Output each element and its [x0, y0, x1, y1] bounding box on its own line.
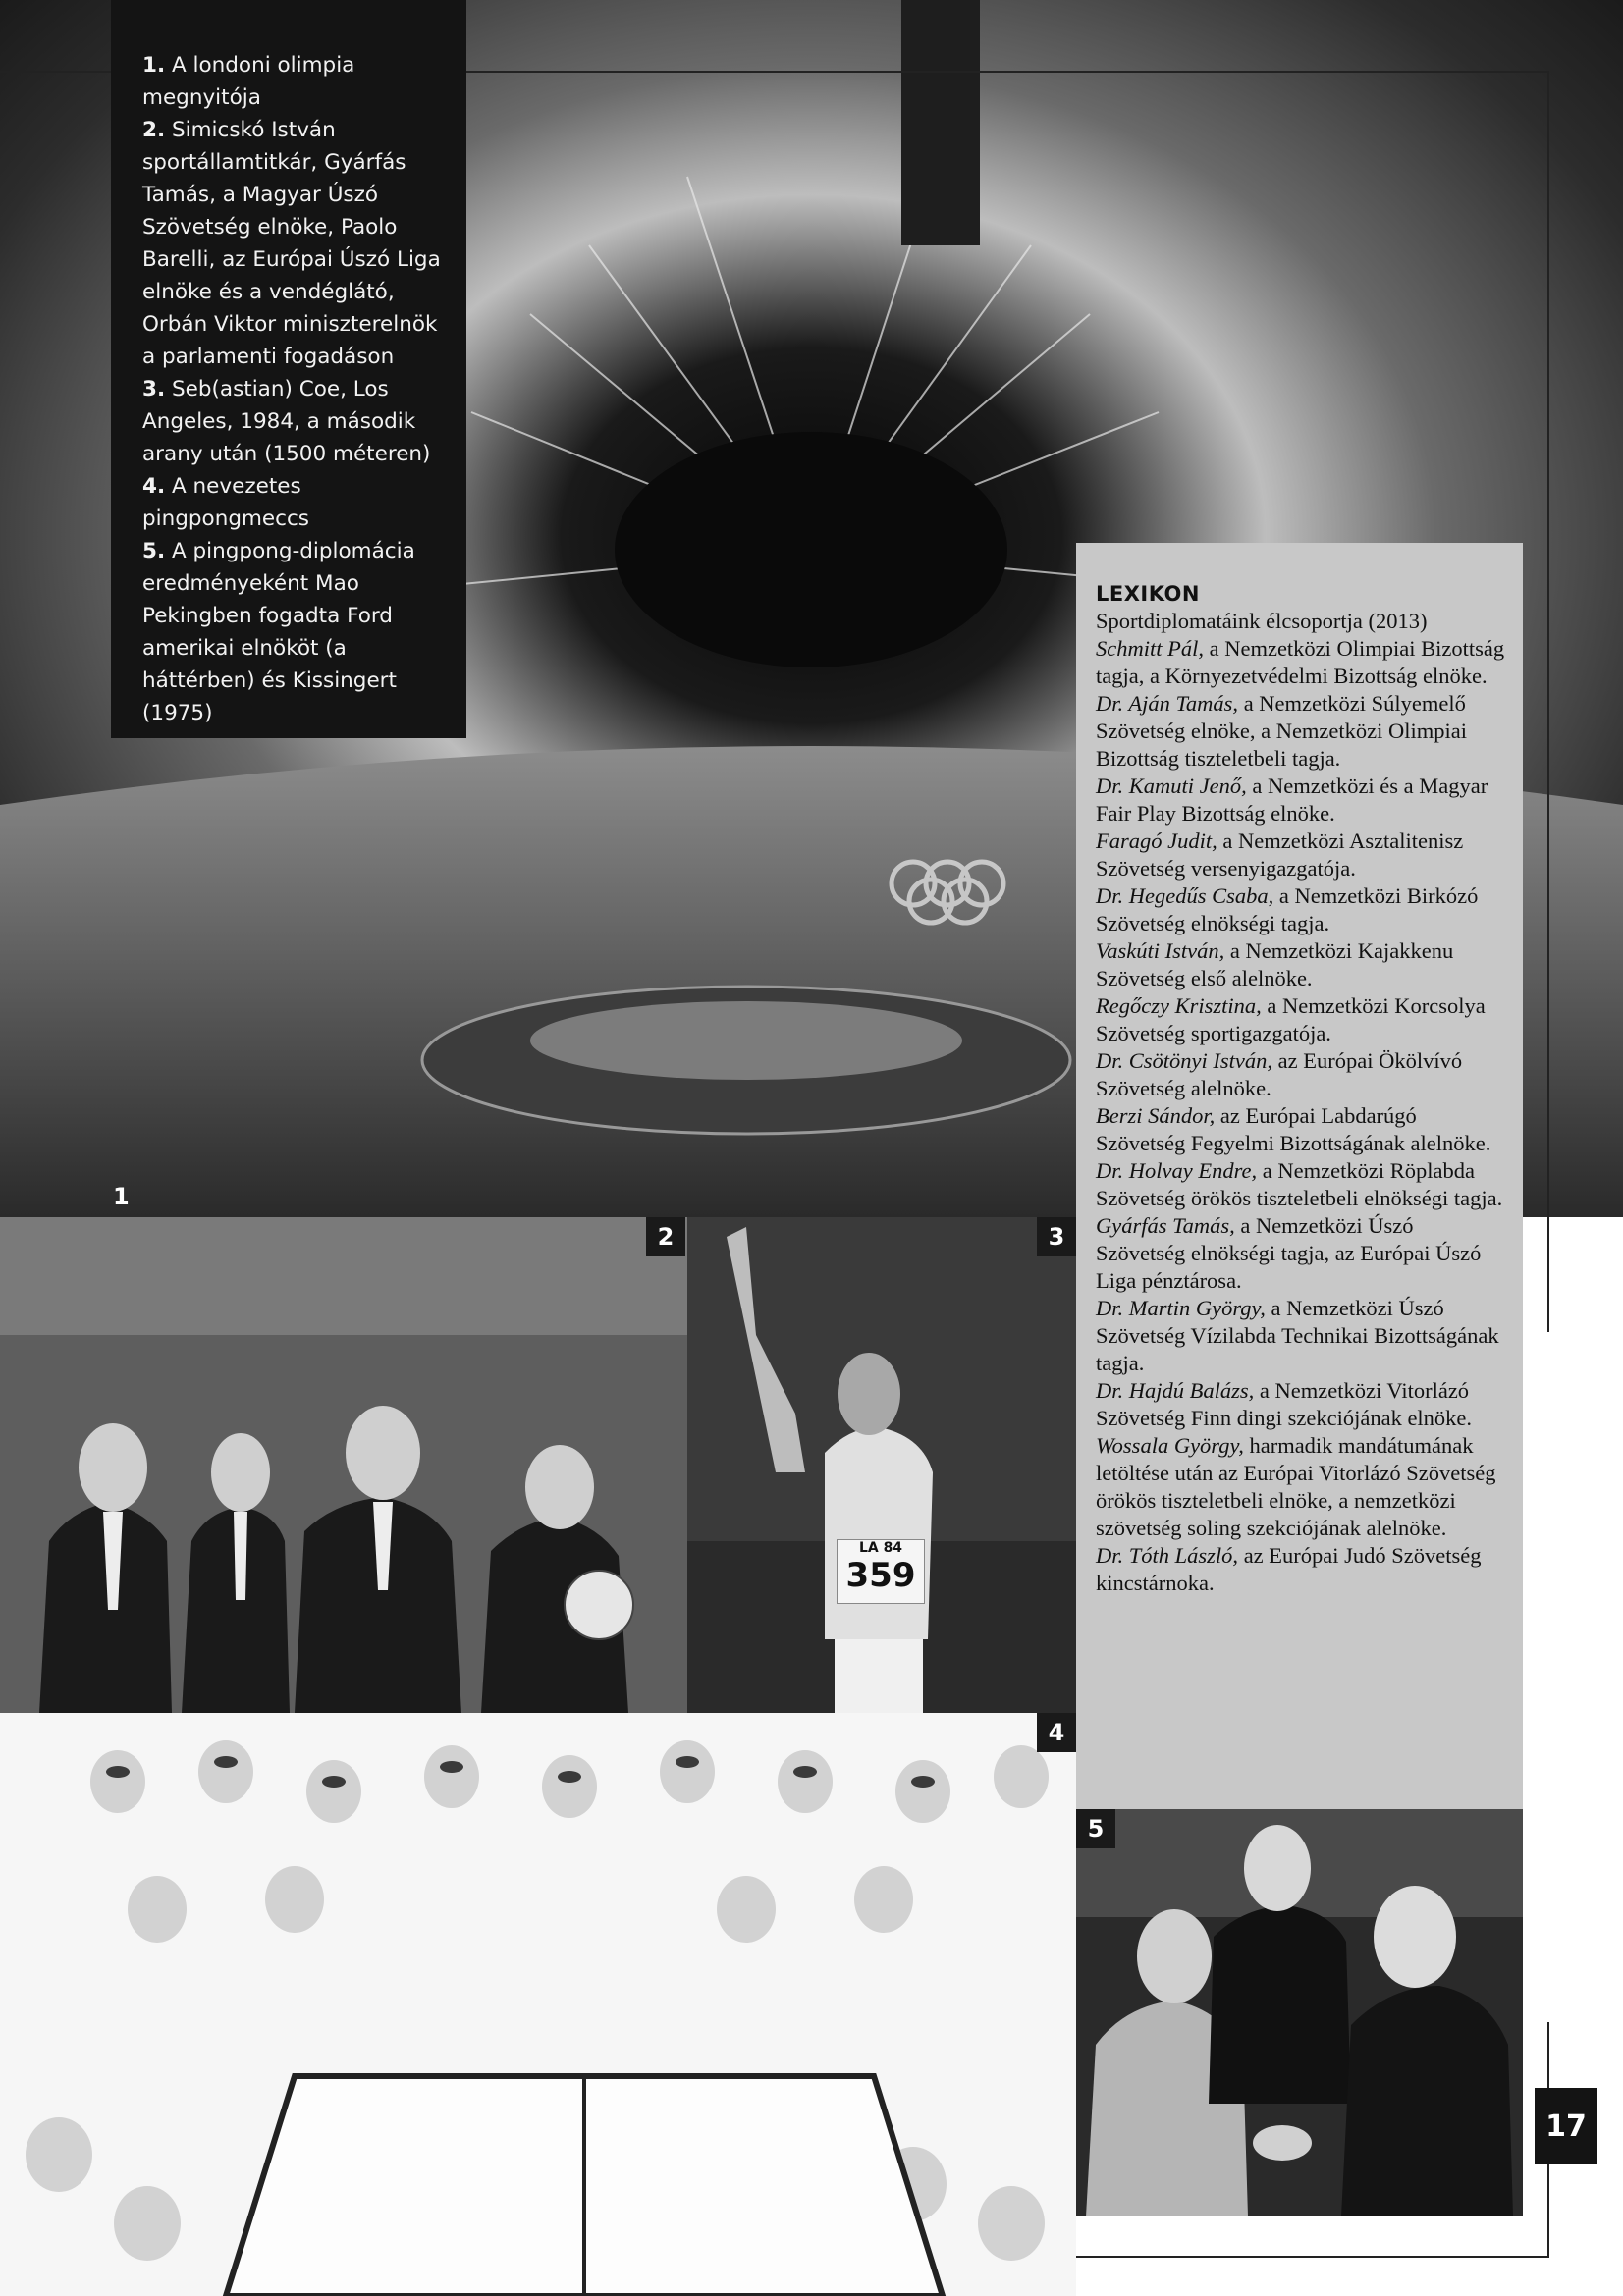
lexikon-entry: Dr. Tóth László, az Európai Judó Szövetség kincstárnoka.	[1096, 1543, 1482, 1595]
photo-number-1: 1	[113, 1183, 130, 1210]
photo-number-2: 2	[646, 1217, 685, 1256]
page-number: 17	[1535, 2088, 1597, 2164]
photo-sebastian-coe	[687, 1217, 1076, 1713]
photo-number-4: 4	[1037, 1713, 1076, 1752]
frame-line-bottom	[1076, 2256, 1549, 2258]
photo-mao-ford-kissinger	[1076, 1809, 1523, 2216]
lexikon-entry: Dr. Hajdú Balázs, a Nemzetközi Vitorlázó Szövetség Finn dingi szekciójának elnöke.	[1096, 1378, 1473, 1430]
caption-item: 2. Simicskó István sportállamtitkár, Gyárfás Tamás, a Magyar Úszó Szövetség elnöke, Paolo Barelli, az Európai Úszó Liga elnöke és a vendéglátó, Orbán Viktor miniszterelnök a parlamenti fogadáson	[142, 118, 441, 369]
bib-top-text: LA 84	[858, 1540, 903, 1556]
frame-line-right	[1547, 71, 1549, 1332]
lexikon-entry: Faragó Judit, a Nemzetközi Asztalitenisz Szövetség versenyigazgatója.	[1096, 828, 1464, 881]
caption-item: 3. Seb(astian) Coe, Los Angeles, 1984, a második arany után (1500 méteren)	[142, 377, 431, 466]
photo-pingpong-match	[0, 1713, 1076, 2296]
photo-number-3: 3	[1037, 1217, 1076, 1256]
lexikon-entry: Schmitt Pál, a Nemzetközi Olimpiai Bizottság tagja, a Környezetvédelmi Bizottság elnöke.	[1096, 636, 1505, 688]
caption-item: 1. A londoni olimpia megnyitója	[142, 53, 355, 110]
lexikon-entry: Dr. Aján Tamás, a Nemzetközi Súlyemelő Szövetség elnöke, a Nemzetközi Olimpiai Bizottság tiszteletbeli tagja.	[1096, 691, 1468, 771]
lexikon-entry: Dr. Holvay Endre, a Nemzetközi Röplabda Szövetség örökös tiszteletbeli elnökségi tagja.	[1096, 1158, 1503, 1210]
lexikon-entry: Dr. Kamuti Jenő, a Nemzetközi és a Magyar Fair Play Bizottság elnöke.	[1096, 774, 1488, 826]
photo-parliament-reception	[0, 1217, 687, 1713]
lexikon-entry: Dr. Martin György, a Nemzetközi Úszó Szövetség Vízilabda Technikai Bizottságának tagja.	[1096, 1296, 1499, 1375]
photo-number-5: 5	[1076, 1809, 1115, 1848]
lexikon-entry: Dr. Hegedűs Csaba, a Nemzetközi Birkózó Szövetség elnökségi tagja.	[1096, 883, 1479, 935]
lexikon-title: LEXIKON	[1096, 582, 1200, 606]
bib-number: 359	[845, 1556, 916, 1595]
lexikon-entry: Berzi Sándor, az Európai Labdarúgó Szövetség Fegyelmi Bizottságának alelnöke.	[1096, 1103, 1491, 1155]
lexikon-entry: Vaskúti István, a Nemzetközi Kajakkenu Szövetség első alelnöke.	[1096, 938, 1454, 990]
caption-item: 4. A nevezetes pingpongmeccs	[142, 474, 309, 531]
lexikon-entry: Dr. Csötönyi István, az Európai Ökölvívó Szövetség alelnöke.	[1096, 1048, 1463, 1100]
lexikon-entry: Regőczy Krisztina, a Nemzetközi Korcsolya Szövetség sportigazgatója.	[1096, 993, 1486, 1045]
lexikon-entry: Gyárfás Tamás, a Nemzetközi Úszó Szövetség elnökségi tagja, az Európai Úszó Liga pénztárosa.	[1096, 1213, 1482, 1293]
lexikon-sidebar	[1076, 543, 1523, 1809]
race-bib	[837, 1539, 925, 1604]
caption-item: 5. A pingpong-diplomácia eredményeként Mao Pekingben fogadta Ford amerikai elnököt (a háttérben) és Kissingert (1975)	[142, 539, 415, 725]
lexikon-subtitle: Sportdiplomatáink élcsoportja (2013)	[1096, 609, 1428, 633]
photo-captions	[111, 0, 466, 738]
lexikon-entry: Wossala György, harmadik mandátumának letöltése után az Európai Vitorlázó Szövetség örökös tiszteletbeli elnöke, a nemzetközi szövetség soling szekciójának alelnöke.	[1096, 1433, 1496, 1540]
